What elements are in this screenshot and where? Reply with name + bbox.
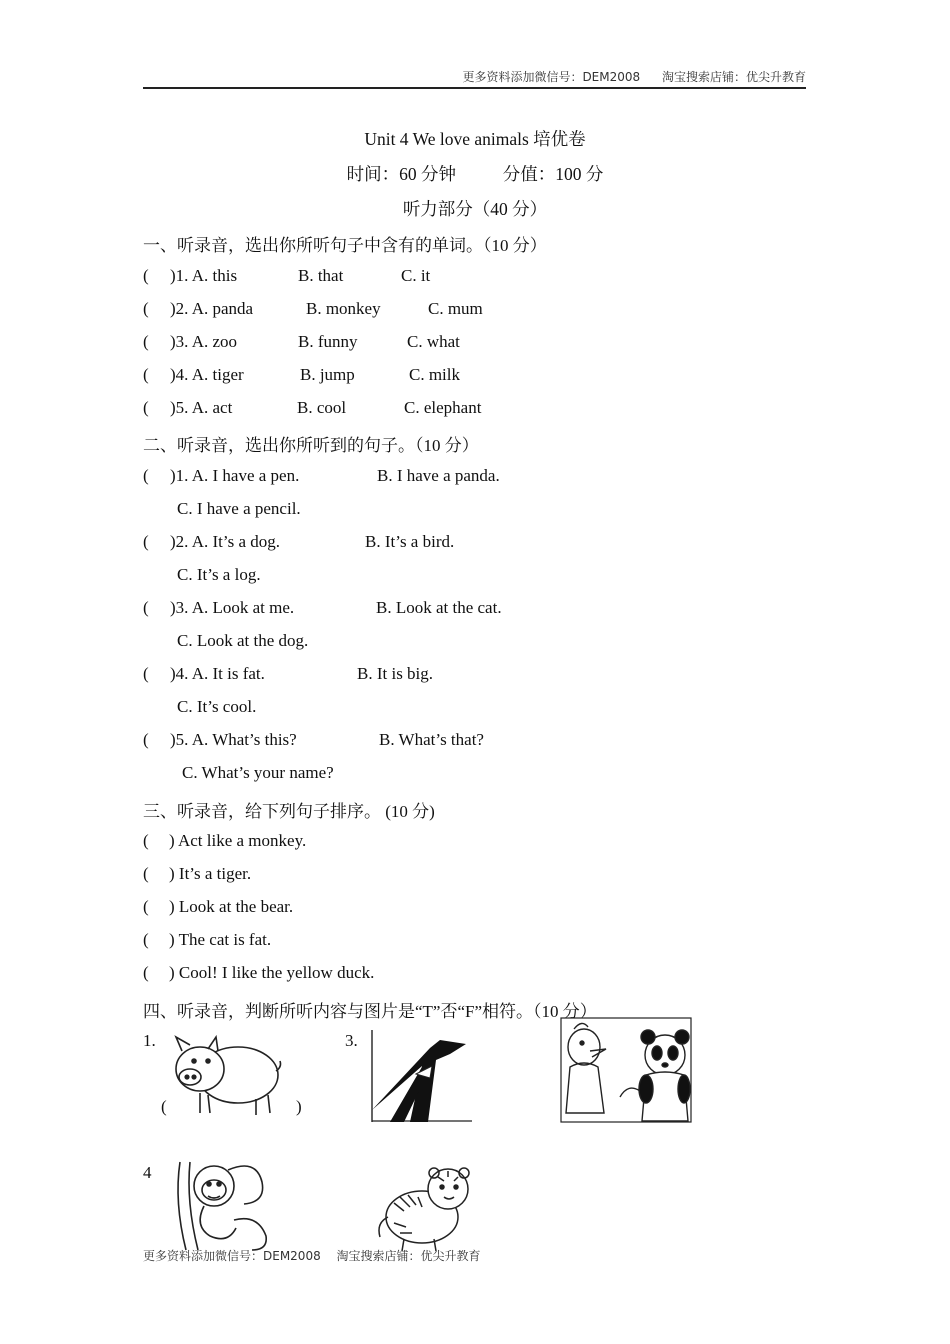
penguin-picture (370, 1030, 474, 1122)
option-b: B. It is big. (357, 664, 434, 683)
option-c: C. what (407, 332, 460, 351)
option-b: B. What’s that? (379, 730, 484, 749)
sentence: ) Look at the bear. (169, 897, 294, 916)
answer-bracket[interactable]: ( (143, 365, 149, 384)
answer-bracket[interactable]: ( (143, 532, 149, 551)
answer-bracket[interactable]: ( (143, 730, 149, 749)
header-taobao: 淘宝搜索店铺：优尖升教育 (661, 70, 806, 84)
page-header (143, 68, 806, 85)
header-wechat: 更多资料添加微信号：DEM2008 (462, 70, 641, 84)
answer-bracket[interactable]: ( (143, 831, 149, 850)
option-b: B. that (298, 266, 344, 285)
option-b: B. funny (298, 332, 358, 351)
option-b: B. I have a panda. (377, 466, 500, 485)
option-c: C. Look at the dog. (177, 631, 309, 650)
option-a: )2. A. It’s a dog. (170, 532, 281, 551)
option-a: )4. A. tiger (170, 365, 244, 384)
option-c: C. milk (409, 365, 461, 384)
footer-wechat: 更多资料添加微信号：DEM2008 (143, 1249, 321, 1263)
option-a: )5. A. act (170, 398, 233, 417)
option-b: B. It’s a bird. (365, 532, 455, 551)
answer-bracket[interactable]: ( (143, 398, 149, 417)
option-a: )5. A. What’s this? (170, 730, 297, 749)
answer-bracket[interactable]: ( (143, 664, 149, 683)
option-c: C. It’s a log. (177, 565, 261, 584)
picture-label-3: 3. (345, 1031, 358, 1050)
answer-bracket[interactable]: ( (143, 299, 149, 318)
sentence: ) Act like a monkey. (169, 831, 307, 850)
answer-bracket[interactable]: ( (143, 266, 149, 285)
option-c: C. it (401, 266, 431, 285)
duck-panda-picture (560, 1017, 692, 1123)
option-c: C. I have a pencil. (177, 499, 301, 518)
answer-bracket-open[interactable]: ( (161, 1097, 167, 1116)
option-a: )3. A. Look at me. (170, 598, 295, 617)
section4-heading: 四、听录音，判断所听内容与图片是“T”否“F”相符。（10 分） (143, 1002, 597, 1021)
answer-bracket[interactable]: ( (143, 963, 149, 982)
option-a: )1. A. this (170, 266, 238, 285)
option-a: )1. A. I have a pen. (170, 466, 300, 485)
sentence: ) It’s a tiger. (169, 864, 252, 883)
pig-picture (168, 1033, 284, 1119)
part-title: 听力部分（40 分） (402, 199, 548, 219)
option-b: B. cool (297, 398, 347, 417)
answer-bracket[interactable]: ( (143, 598, 149, 617)
tiger-picture (374, 1163, 480, 1253)
answer-bracket[interactable]: ( (143, 930, 149, 949)
header-rule (143, 87, 806, 89)
monkey-picture (168, 1160, 276, 1252)
option-a: )3. A. zoo (170, 332, 238, 351)
option-b: B. jump (300, 365, 355, 384)
answer-bracket[interactable]: ( (143, 466, 149, 485)
option-a: )2. A. panda (170, 299, 254, 318)
answer-bracket[interactable]: ( (143, 332, 149, 351)
option-c: C. What’s your name? (182, 763, 334, 782)
page-footer (143, 1247, 493, 1264)
score-info: 分值：100 分 (502, 164, 604, 184)
section1-heading: 一、听录音，选出你所听句子中含有的单词。（10 分） (143, 236, 547, 255)
option-c: C. It’s cool. (177, 697, 257, 716)
option-a: )4. A. It is fat. (170, 664, 265, 683)
time-info: 时间：60 分钟 (346, 164, 456, 184)
sentence: ) The cat is fat. (169, 930, 272, 949)
option-c: C. elephant (404, 398, 482, 417)
section3-heading: 三、听录音，给下列句子排序。 (10 分) (143, 802, 435, 821)
section2-heading: 二、听录音，选出你所听到的句子。（10 分） (143, 436, 479, 455)
footer-taobao: 淘宝搜索店铺：优尖升教育 (336, 1249, 481, 1263)
option-b: B. Look at the cat. (376, 598, 502, 617)
picture-label-1: 1. (143, 1031, 156, 1050)
picture-label-4: 4 (143, 1163, 152, 1182)
answer-bracket-close: ) (296, 1097, 302, 1116)
exam-meta (0, 161, 950, 186)
sentence: ) Cool! I like the yellow duck. (169, 963, 375, 982)
answer-bracket[interactable]: ( (143, 864, 149, 883)
answer-bracket[interactable]: ( (143, 897, 149, 916)
option-b: B. monkey (306, 299, 381, 318)
option-c: C. mum (428, 299, 483, 318)
page-title: Unit 4 We love animals 培优卷 (364, 129, 586, 149)
